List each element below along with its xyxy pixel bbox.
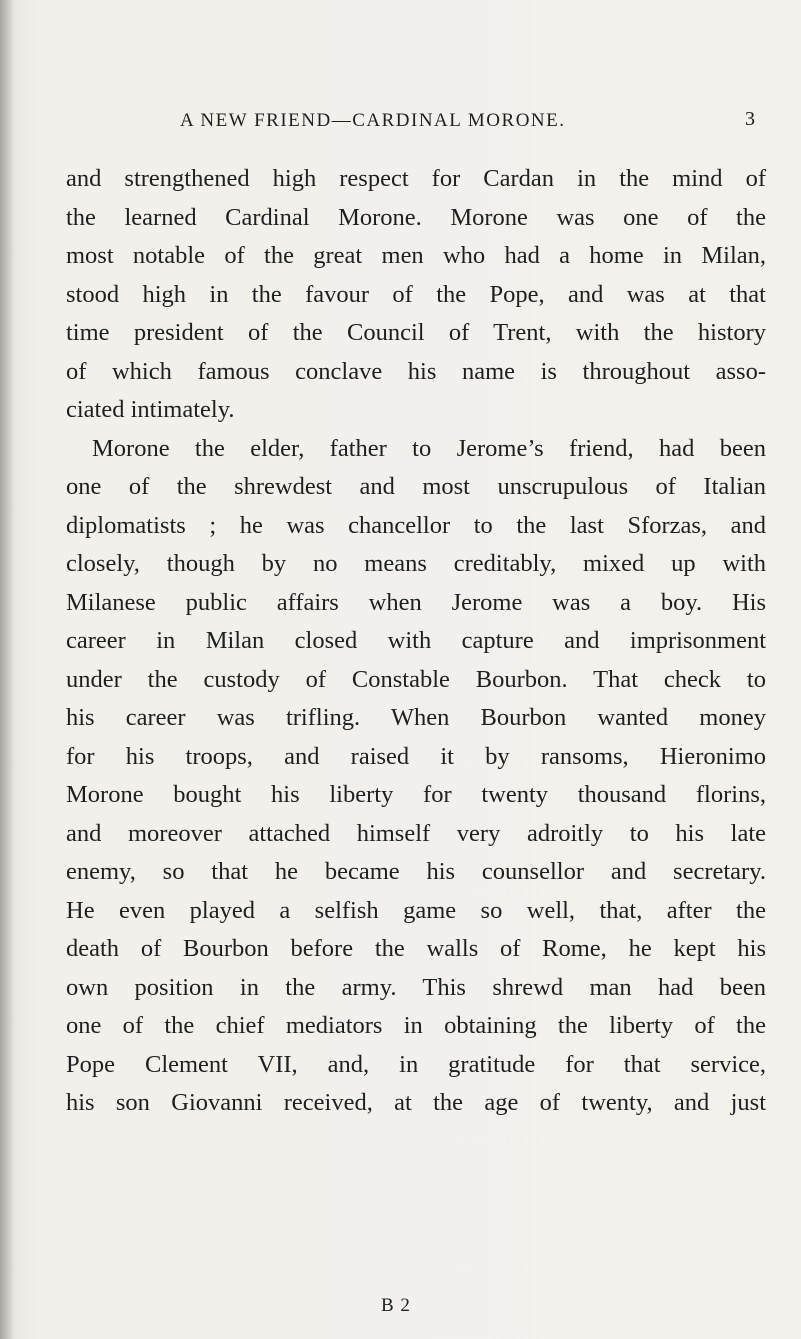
- text-line: under the custody of Constable Bourbon. That check to: [66, 665, 766, 693]
- text-line: He even played a selfish game so well, that, after the: [66, 896, 766, 924]
- text-line: his son Giovanni received, at the age of twenty, and just: [66, 1089, 766, 1116]
- text-line: Morone bought his liberty for twenty thousand florins,: [66, 781, 766, 808]
- text-line: death of Bourbon before the walls of Rome, he kept his: [66, 935, 766, 962]
- text-line: diplomatists ; he was chancellor to the last Sforzas, and: [66, 511, 766, 539]
- text-line: one of the chief mediators in obtaining the liberty of the: [66, 1012, 766, 1039]
- running-head: A NEW FRIEND—CARDINAL MORONE.: [180, 110, 566, 131]
- body-text: [66, 160, 766, 1123]
- text-line-paragraph-start: Morone the elder, father to Jerome’s friend, had been: [92, 434, 766, 462]
- text-line: enemy, so that he became his counsellor and secretary.: [66, 858, 766, 885]
- text-line: ciated intimately.: [66, 396, 235, 423]
- text-line: one of the shrewdest and most unscrupulous of Italian: [66, 473, 766, 500]
- text-line: Milanese public affairs when Jerome was a boy. His: [66, 588, 766, 616]
- text-line: his career was trifling. When Bourbon wanted money: [66, 704, 766, 731]
- page-number: 3: [745, 108, 755, 130]
- text-line: and moreover attached himself very adroitly to his late: [66, 819, 766, 847]
- text-line: and strengthened high respect for Cardan in the mind of: [66, 165, 766, 192]
- text-line: of which famous conclave his name is throughout asso-: [66, 357, 766, 385]
- text-line: for his troops, and raised it by ransoms, Hieronimo: [66, 742, 766, 770]
- text-line: career in Milan closed with capture and imprisonment: [66, 627, 766, 654]
- text-line: closely, though by no means creditably, mixed up with: [66, 550, 766, 577]
- text-line: Pope Clement VII, and, in gratitude for that service,: [66, 1050, 766, 1078]
- text-line: most notable of the great men who had a home in Milan,: [66, 242, 766, 269]
- text-line: time president of the Council of Trent, with the history: [66, 319, 766, 346]
- signature-mark: B 2: [381, 1295, 411, 1316]
- spine-shadow: [0, 0, 14, 1339]
- text-line: own position in the army. This shrewd man had been: [66, 973, 766, 1001]
- text-line: the learned Cardinal Morone. Morone was one of the: [66, 203, 766, 231]
- text-line: stood high in the favour of the Pope, and was at that: [66, 280, 766, 308]
